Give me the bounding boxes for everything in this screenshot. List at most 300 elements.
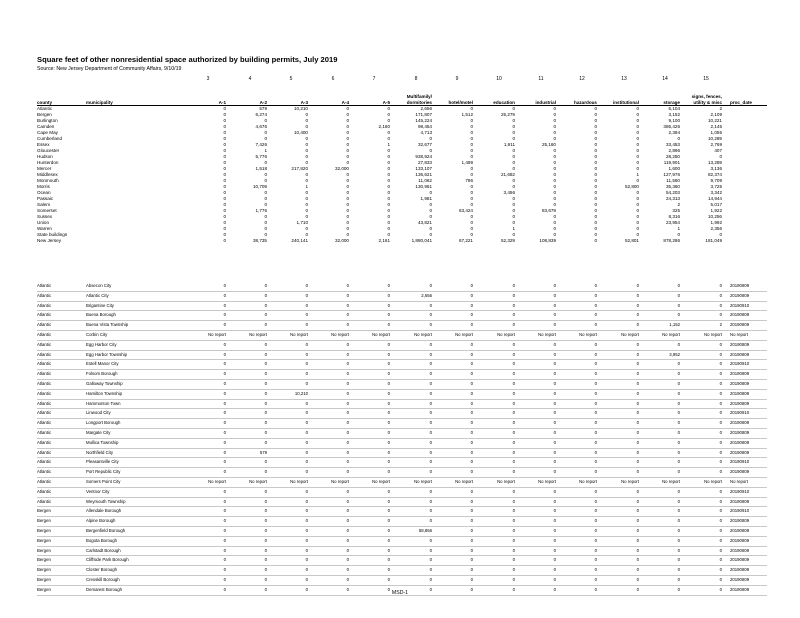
row-proc-date: No report (724, 330, 767, 340)
row-value: No report (434, 330, 475, 340)
summary-cell: 0 (305, 136, 308, 141)
row-value: 0 (310, 517, 351, 527)
row-county: Bergen (37, 556, 86, 566)
summary-cell: 0 (470, 184, 473, 189)
row-value: 0 (434, 428, 475, 438)
summary-cell: 0 (470, 154, 473, 159)
summary-cell: 0 (387, 118, 390, 123)
municipality-row (37, 575, 767, 585)
summary-cell: 0 (594, 106, 597, 111)
summary-cell: 28,250 (665, 154, 680, 159)
summary-cell: 0 (553, 160, 556, 165)
row-value: 0 (392, 468, 434, 478)
row-value: 0 (599, 566, 641, 576)
row-value: 0 (310, 360, 351, 370)
row-value: 0 (599, 526, 641, 536)
summary-cell: 0 (429, 232, 432, 237)
column-number: 10 (496, 76, 502, 82)
summary-cell: 0 (223, 190, 226, 195)
row-value: 0 (599, 497, 641, 507)
summary-cell: 0 (594, 196, 597, 201)
municipality-row (37, 291, 767, 301)
row-value: 0 (187, 409, 228, 419)
row-value: 0 (682, 409, 724, 419)
municipality-row (37, 507, 767, 517)
summary-cell: 0 (470, 106, 473, 111)
row-value: 0 (599, 379, 641, 389)
row-county: Bergen (37, 566, 86, 576)
county-summary-table (37, 106, 767, 244)
row-value: 0 (351, 448, 392, 458)
row-value: 0 (558, 409, 599, 419)
row-value: 0 (599, 585, 641, 595)
summary-cell: 0 (594, 190, 597, 195)
a3-header: A-3 (269, 87, 310, 106)
municipality-row (37, 477, 767, 487)
row-value: 0 (517, 536, 558, 546)
summary-cell: 0 (594, 220, 597, 225)
row-county: Atlantic (37, 360, 86, 370)
row-value: 1,152 (641, 321, 682, 331)
summary-cell: 0 (305, 190, 308, 195)
row-value: 0 (187, 399, 228, 409)
row-value: 0 (641, 282, 682, 291)
summary-cell: 0 (305, 142, 308, 147)
summary-cell: 0 (470, 130, 473, 135)
summary-cell: 0 (512, 166, 515, 171)
row-value: 0 (228, 301, 269, 311)
row-value: 0 (434, 301, 475, 311)
row-value: 0 (558, 546, 599, 556)
summary-cell: 0 (429, 214, 432, 219)
row-value: 0 (434, 468, 475, 478)
row-value: 0 (599, 507, 641, 517)
summary-cell: 407 (714, 148, 722, 153)
row-value: No report (228, 330, 269, 340)
summary-county: Sussex (37, 214, 53, 219)
summary-cell: 0 (305, 202, 308, 207)
row-value: 0 (475, 428, 517, 438)
row-value: 0 (558, 526, 599, 536)
row-value: 0 (187, 566, 228, 576)
municipality-row (37, 497, 767, 507)
summary-cell: 0 (223, 166, 226, 171)
row-value: 0 (351, 389, 392, 399)
row-proc-date: 20190809 (724, 311, 767, 321)
summary-county: Morris (37, 184, 50, 189)
summary-cell: 0 (636, 106, 639, 111)
summary-cell: 1,055 (710, 130, 722, 135)
row-value: 0 (475, 497, 517, 507)
summary-cell: 0 (553, 154, 556, 159)
summary-cell: 3,136 (710, 166, 722, 171)
row-municipality: Hammonton Town (86, 399, 187, 409)
summary-county: New Jersey (37, 238, 61, 243)
row-value: 0 (310, 487, 351, 497)
row-value: 0 (310, 311, 351, 321)
summary-cell: 1,600 (668, 166, 680, 171)
summary-cell: 3,152 (668, 112, 680, 117)
row-municipality: Northfield City (86, 448, 187, 458)
row-proc-date: 20190809 (724, 370, 767, 380)
summary-cell: 127,976 (663, 172, 680, 177)
summary-cell: 0 (305, 160, 308, 165)
row-value: 2,656 (392, 291, 434, 301)
row-value: 0 (310, 585, 351, 595)
summary-cell: 0 (470, 190, 473, 195)
summary-cell: 0 (470, 226, 473, 231)
summary-cell: 0 (636, 166, 639, 171)
row-municipality: Somers Point City (86, 477, 187, 487)
summary-cell: 0 (636, 226, 639, 231)
summary-cell: 1,710 (296, 220, 308, 225)
row-value: 0 (475, 507, 517, 517)
row-value: 0 (310, 536, 351, 546)
row-value: 0 (269, 360, 310, 370)
row-municipality: Hamilton Township (86, 389, 187, 399)
row-value: 0 (641, 585, 682, 595)
row-proc-date: 20190809 (724, 340, 767, 350)
row-value: 0 (682, 291, 724, 301)
summary-cell: 0 (512, 136, 515, 141)
summary-cell: 0 (387, 130, 390, 135)
a5-header: A-5 (351, 87, 392, 106)
row-county: Atlantic (37, 311, 86, 321)
row-proc-date: 20190809 (724, 536, 767, 546)
summary-cell: 2,160 (378, 124, 390, 129)
row-value: 0 (392, 311, 434, 321)
storage-header: storage (641, 87, 682, 106)
row-value: 0 (641, 497, 682, 507)
summary-cell: 0 (346, 226, 349, 231)
row-value: 0 (351, 556, 392, 566)
row-value: 0 (187, 282, 228, 291)
header-table (37, 87, 767, 106)
row-proc-date: 20190809 (724, 585, 767, 595)
row-municipality: Buena Borough (86, 311, 187, 321)
summary-blank (86, 238, 187, 244)
row-value: 0 (682, 526, 724, 536)
row-value: 0 (269, 311, 310, 321)
summary-cell: 0 (387, 196, 390, 201)
summary-cell: 0 (346, 112, 349, 117)
summary-cell: 0 (594, 202, 597, 207)
row-proc-date: 20190809 (724, 468, 767, 478)
row-value: 0 (682, 458, 724, 468)
row-value: 0 (392, 566, 434, 576)
summary-county: Salem (37, 202, 51, 207)
summary-cell: 0 (636, 148, 639, 153)
row-value: 0 (392, 399, 434, 409)
row-value: 0 (641, 526, 682, 536)
summary-cell: 0 (346, 118, 349, 123)
summary-cell: 0 (223, 208, 226, 213)
row-value: 0 (187, 370, 228, 380)
row-municipality: Closter Borough (86, 566, 187, 576)
row-value: 0 (475, 517, 517, 527)
summary-cell: 0 (387, 160, 390, 165)
row-value: 0 (392, 497, 434, 507)
summary-cell: 1 (387, 142, 390, 147)
row-value: 0 (269, 291, 310, 301)
row-value: 0 (434, 566, 475, 576)
row-proc-date: 20190809 (724, 546, 767, 556)
row-value: 0 (558, 311, 599, 321)
row-value: 0 (682, 399, 724, 409)
row-value: 0 (269, 428, 310, 438)
row-value: 0 (187, 301, 228, 311)
row-county: Atlantic (37, 340, 86, 350)
row-value: 0 (641, 566, 682, 576)
summary-cell: 130,961 (415, 184, 432, 189)
row-value: 0 (310, 370, 351, 380)
row-value: 0 (517, 575, 558, 585)
row-value: 0 (475, 379, 517, 389)
row-value: 0 (517, 409, 558, 419)
row-value: 0 (269, 419, 310, 429)
row-municipality: Alpine Borough (86, 517, 187, 527)
row-municipality: Carlstadt Borough (86, 546, 187, 556)
row-value: 0 (269, 546, 310, 556)
row-value: 0 (475, 585, 517, 595)
summary-cell: 0 (223, 178, 226, 183)
row-proc-date: 20190809 (724, 399, 767, 409)
row-value: 0 (392, 438, 434, 448)
row-value: 0 (475, 370, 517, 380)
row-value: 0 (517, 487, 558, 497)
row-county: Atlantic (37, 379, 86, 389)
summary-cell: 0 (387, 184, 390, 189)
summary-cell: 108,839 (539, 238, 556, 243)
row-municipality: Bergenfield Borough (86, 526, 187, 536)
row-value: 0 (517, 438, 558, 448)
municipality-row (37, 536, 767, 546)
row-value: 0 (187, 350, 228, 360)
summary-county: Passaic (37, 196, 54, 201)
summary-cell: 0 (512, 178, 515, 183)
row-value: 0 (682, 575, 724, 585)
row-value: 0 (682, 517, 724, 527)
summary-cell: 0 (594, 112, 597, 117)
summary-cell: 0 (719, 154, 722, 159)
row-value: No report (269, 330, 310, 340)
summary-cell: 0 (594, 208, 597, 213)
row-value: 0 (351, 585, 392, 595)
row-value: 0 (187, 546, 228, 556)
row-value: 0 (558, 379, 599, 389)
row-value: 0 (228, 536, 269, 546)
row-value: 0 (682, 301, 724, 311)
summary-cell: 0 (470, 172, 473, 177)
row-county: Atlantic (37, 497, 86, 507)
row-municipality: Absecon City (86, 282, 187, 291)
row-value: 0 (558, 497, 599, 507)
summary-cell: 0 (512, 160, 515, 165)
row-value: 0 (351, 575, 392, 585)
row-value: 0 (434, 575, 475, 585)
summary-cell: 8,316 (668, 214, 680, 219)
row-municipality: Allendale Borough (86, 507, 187, 517)
row-value: 0 (228, 419, 269, 429)
summary-cell: 0 (553, 178, 556, 183)
row-value: 0 (641, 428, 682, 438)
row-value: 0 (187, 575, 228, 585)
municipality-row (37, 389, 767, 399)
row-value: 0 (517, 458, 558, 468)
summary-cell: 0 (305, 208, 308, 213)
row-municipality: Folsom Borough (86, 370, 187, 380)
summary-cell: 0 (553, 112, 556, 117)
municipality-row (37, 468, 767, 478)
row-proc-date: 20190809 (724, 321, 767, 331)
a1-header: A-1 (187, 87, 228, 106)
municipality-row (37, 301, 767, 311)
summary-cell: 0 (553, 184, 556, 189)
summary-cell: 579 (259, 106, 267, 111)
summary-cell: 0 (223, 130, 226, 135)
summary-cell: 0 (223, 226, 226, 231)
row-value: 0 (228, 497, 269, 507)
row-value: 0 (310, 458, 351, 468)
row-municipality: Longport Borough (86, 419, 187, 429)
row-value: 0 (310, 282, 351, 291)
row-value: No report (599, 330, 641, 340)
row-municipality: Margate City (86, 428, 187, 438)
municipality-row (37, 409, 767, 419)
hotel-header: hotel/motel (434, 87, 475, 106)
row-value: No report (641, 477, 682, 487)
row-proc-date: 20190809 (724, 350, 767, 360)
summary-county: Monmouth (37, 178, 59, 183)
row-value: 0 (310, 301, 351, 311)
row-value: 0 (475, 575, 517, 585)
row-value: 0 (392, 350, 434, 360)
summary-cell: 0 (470, 136, 473, 141)
summary-county: Middlesex (37, 172, 58, 177)
row-value: 0 (682, 585, 724, 595)
row-value: 0 (310, 321, 351, 331)
summary-cell: 0 (346, 184, 349, 189)
summary-cell: 0 (594, 148, 597, 153)
summary-cell: 0 (305, 226, 308, 231)
row-value: 0 (351, 321, 392, 331)
summary-row (37, 238, 767, 244)
summary-cell: 0 (636, 202, 639, 207)
row-county: Bergen (37, 536, 86, 546)
row-proc-date: 20190809 (724, 379, 767, 389)
row-value: 0 (517, 468, 558, 478)
row-value: 0 (475, 321, 517, 331)
row-municipality: Bogota Borough (86, 536, 187, 546)
row-value: 0 (351, 468, 392, 478)
proc-date-header: proc_date (724, 87, 767, 106)
row-value: 0 (310, 575, 351, 585)
summary-cell: 52,329 (500, 238, 515, 243)
row-value: 0 (434, 419, 475, 429)
row-value: 0 (434, 311, 475, 321)
row-value: 0 (434, 507, 475, 517)
row-value: 0 (434, 438, 475, 448)
row-value: 0 (558, 301, 599, 311)
row-value: 0 (392, 517, 434, 527)
row-value: 0 (434, 585, 475, 595)
summary-cell: 0 (346, 160, 349, 165)
row-value: 0 (228, 507, 269, 517)
row-value: No report (187, 477, 228, 487)
row-value: 0 (475, 419, 517, 429)
row-value: 0 (392, 487, 434, 497)
row-value: No report (310, 477, 351, 487)
summary-cell: 0 (429, 190, 432, 195)
summary-cell: 10,289 (707, 136, 722, 141)
summary-cell: 0 (264, 214, 267, 219)
row-value: 0 (517, 379, 558, 389)
row-value: 0 (187, 536, 228, 546)
municipality-row (37, 546, 767, 556)
summary-cell: 63,424 (458, 208, 473, 213)
summary-cell: 0 (512, 220, 515, 225)
row-value: 0 (269, 468, 310, 478)
row-value: 0 (351, 536, 392, 546)
row-value: 0 (228, 350, 269, 360)
row-value: 0 (310, 409, 351, 419)
summary-cell: 3,725 (710, 184, 722, 189)
row-value: 0 (475, 566, 517, 576)
summary-cell: 11,062 (418, 178, 432, 183)
summary-cell: 0 (387, 202, 390, 207)
row-value: 0 (187, 311, 228, 321)
row-value: 0 (517, 546, 558, 556)
row-value: 0 (351, 546, 392, 556)
column-number: 15 (703, 76, 709, 82)
row-municipality: Buena Vista Township (86, 321, 187, 331)
row-value: 0 (351, 458, 392, 468)
row-value: 0 (517, 321, 558, 331)
row-value: 0 (599, 399, 641, 409)
column-number-row (37, 76, 767, 84)
summary-cell: 0 (553, 202, 556, 207)
summary-cell: 32,677 (417, 142, 432, 147)
row-value: 0 (682, 497, 724, 507)
row-value: 0 (517, 556, 558, 566)
summary-cell: 171,807 (415, 112, 432, 117)
row-value: 0 (392, 536, 434, 546)
row-proc-date: 20190809 (724, 566, 767, 576)
summary-cell: 0 (636, 142, 639, 147)
column-number: 8 (414, 76, 418, 82)
summary-county: Bergen (37, 112, 52, 117)
row-county: Bergen (37, 585, 86, 595)
summary-cell: 0 (512, 232, 515, 237)
row-value: 0 (351, 409, 392, 419)
summary-cell: 0 (512, 208, 515, 213)
row-value: 0 (187, 507, 228, 517)
summary-cell: 52,800 (624, 184, 639, 189)
row-value: 0 (310, 389, 351, 399)
summary-cell: 0 (387, 220, 390, 225)
row-county: Bergen (37, 575, 86, 585)
summary-cell: 325 (672, 208, 680, 213)
row-value: 0 (641, 487, 682, 497)
row-value: 0 (228, 311, 269, 321)
row-value: 0 (392, 321, 434, 331)
summary-cell: 98,454 (417, 124, 432, 129)
row-value: 0 (558, 487, 599, 497)
column-number: 5 (289, 76, 293, 82)
summary-cell: 0 (264, 130, 267, 135)
row-value: 0 (599, 556, 641, 566)
summary-cell: 67,221 (458, 238, 473, 243)
